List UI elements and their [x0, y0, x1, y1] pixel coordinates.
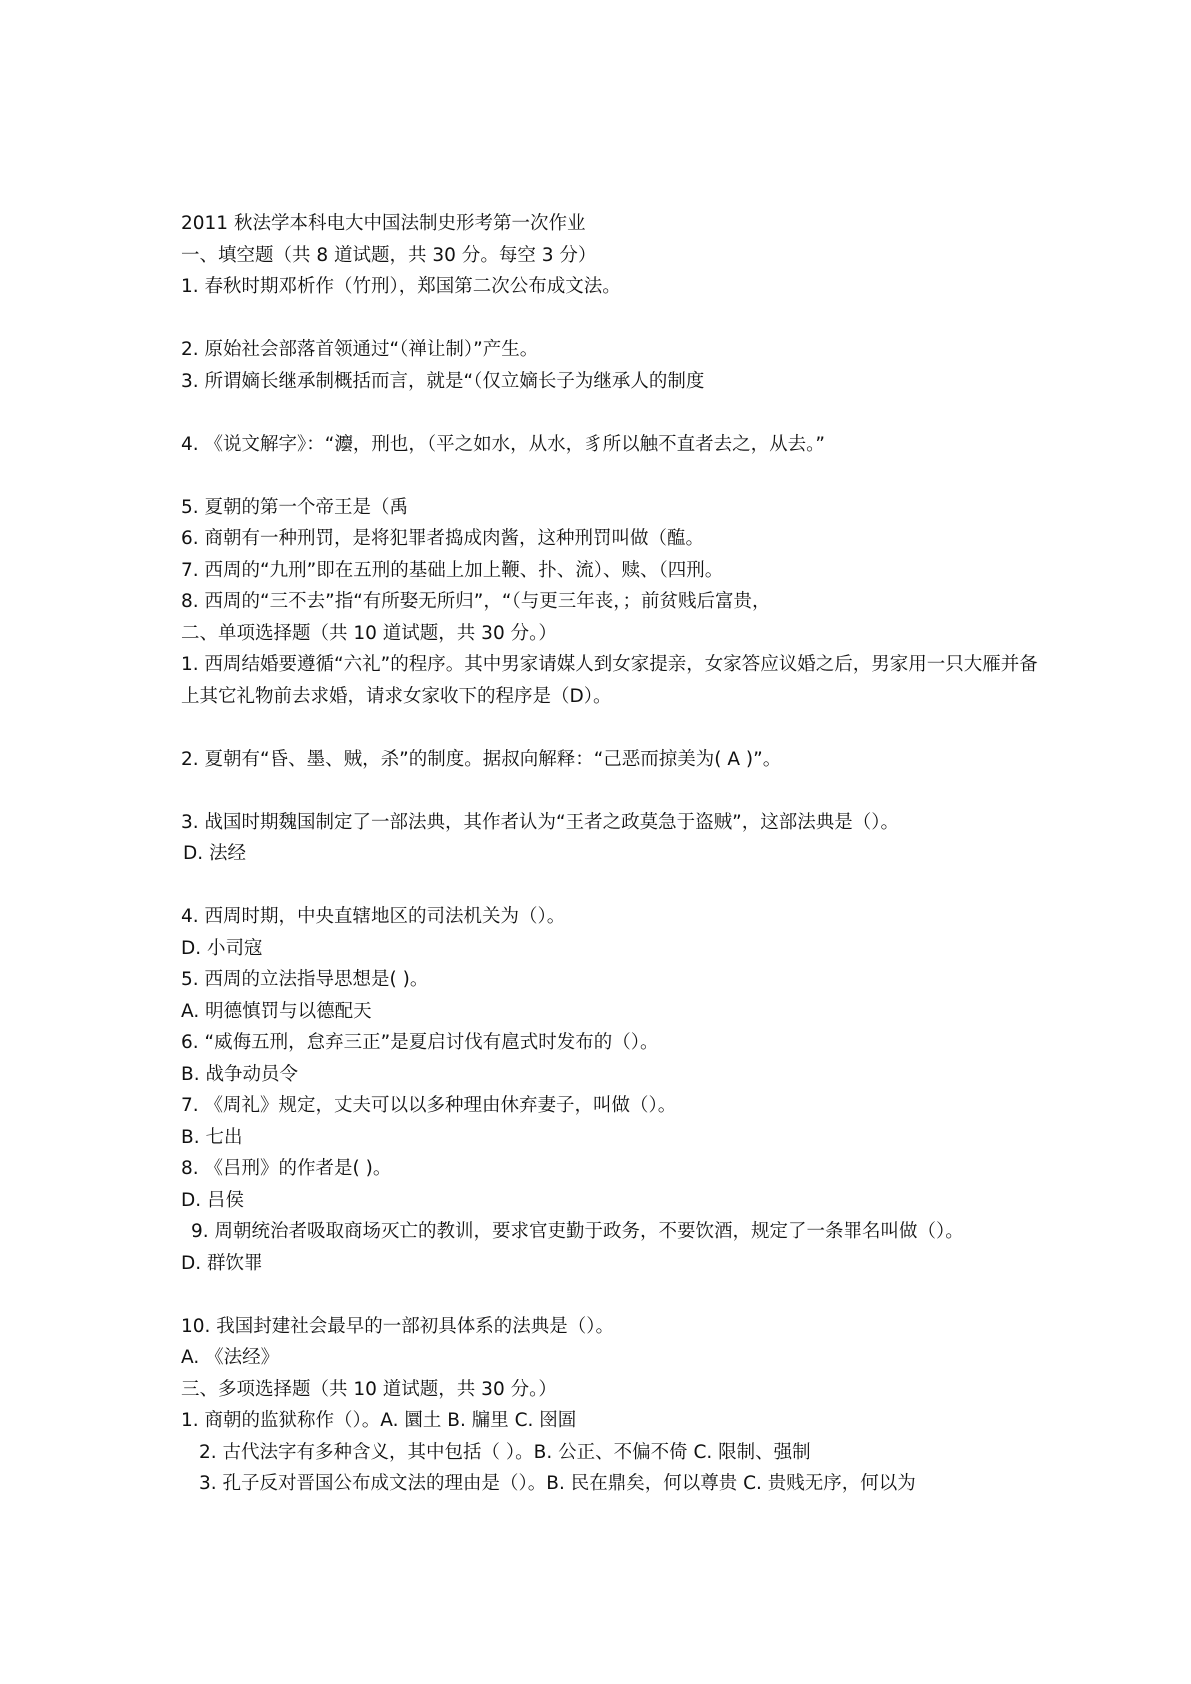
fill-in-item: 4. 《说文解字》：“灋，刑也，（平之如水，从水，豸所以触不直者去之，从去。” — [181, 433, 825, 455]
answer: D. 小司寇 — [181, 937, 263, 959]
fill-in-item: 6. 商朝有一种刑罚，是将犯罪者捣成肉酱，这种刑罚叫做（醢。 — [181, 528, 705, 549]
fill-in-item: 1. 春秋时期邓析作（竹刑），郑国第二次公布成文法。 — [181, 276, 621, 297]
blank-line — [181, 712, 1041, 744]
blank-line — [181, 775, 1041, 807]
blank-line — [181, 870, 1041, 902]
question: 7. 《周礼》规定，丈夫可以以多种理由休弃妻子，叫做（）。 — [181, 1095, 677, 1116]
document-title: 2011 秋法学本科电大中国法制史形考第一次作业 — [181, 213, 586, 234]
blank-line — [181, 460, 1041, 492]
answer: B. 七出 — [181, 1126, 243, 1148]
section2-heading: 二、单项选择题（共 10 道试题，共 30 分。） — [181, 622, 557, 644]
multi-choice-question: 2. 古代法字有多种含义，其中包括（ ）。B. 公正、不偏不倚 C. 限制、强制 — [199, 1441, 811, 1463]
document-body — [181, 208, 1041, 1500]
answer: A. 明德慎罚与以德配天 — [181, 1000, 372, 1022]
question: 5. 西周的立法指导思想是( )。 — [181, 969, 429, 990]
section1-heading: 一、填空题（共 8 道试题，共 30 分。每空 3 分） — [181, 244, 597, 266]
fill-in-item: 8. 西周的“三不去”指“有所娶无所归”，“（与更三年丧，；前贫贱后富贵， — [181, 591, 771, 612]
question: 8. 《吕刑》的作者是( )。 — [181, 1158, 392, 1179]
question: 10. 我国封建社会最早的一部初具体系的法典是（）。 — [181, 1315, 615, 1337]
fill-in-item: 5. 夏朝的第一个帝王是（禹 — [181, 496, 409, 518]
question: 9. 周朝统治者吸取商场灭亡的教训，要求官吏勤于政务，不要饮酒，规定了一条罪名叫做（）。 — [191, 1221, 964, 1242]
answer: D. 吕侯 — [181, 1189, 245, 1211]
fill-in-item: 3. 所谓嫡长继承制概括而言，就是“（仅立嫡长子为继承人的制度 — [181, 370, 705, 392]
multi-choice-question: 3. 孔子反对晋国公布成文法的理由是（）。B. 民在鼎矣，何以尊贵 C. 贵贱无序，何以为 — [199, 1473, 916, 1494]
blank-line — [181, 397, 1041, 429]
answer: D. 群饮罪 — [181, 1252, 263, 1274]
question: 6. “威侮五刑，怠弃三正”是夏启讨伐有扈式时发布的（）。 — [181, 1032, 659, 1053]
blank-line — [181, 1279, 1041, 1311]
blank-line — [181, 303, 1041, 335]
question: 1. 西周结婚要遵循“六礼”的程序。其中男家请媒人到女家提亲，女家答应议婚之后，男家用一只大雁并备上其它礼物前去求婚，请求女家收下的程序是（D）。 — [181, 654, 1038, 707]
section3-heading: 三、多项选择题（共 10 道试题，共 30 分。） — [181, 1378, 557, 1400]
multi-choice-question: 1. 商朝的监狱称作（）。A. 圜土 B. 牖里 C. 囹圄 — [181, 1410, 577, 1431]
answer: A. 《法经》 — [181, 1347, 280, 1368]
fill-in-item: 7. 西周的“九刑”即在五刑的基础上加上鞭、扑、流）、赎、（四刑。 — [181, 559, 724, 581]
question: 2. 夏朝有“昏、墨、贼，杀”的制度。据叔向解释：“己恶而掠美为( A )”。 — [181, 748, 782, 770]
answer: B. 战争动员令 — [181, 1063, 298, 1085]
fill-in-item: 2. 原始社会部落首领通过“（禅让制）”产生。 — [181, 339, 539, 360]
question: 3. 战国时期魏国制定了一部法典，其作者认为“王者之政莫急于盗贼”，这部法典是（）。 — [181, 811, 899, 833]
question: 4. 西周时期，中央直辖地区的司法机关为（）。 — [181, 906, 566, 927]
answer: D. 法经 — [183, 843, 247, 864]
